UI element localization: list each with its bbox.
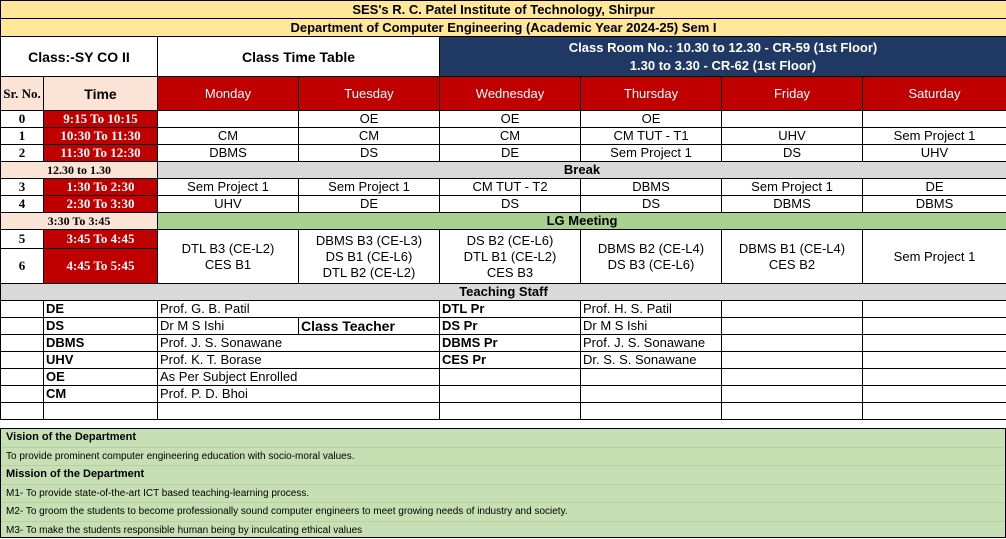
slot-cell: CM bbox=[158, 128, 299, 145]
slot-cell: DE bbox=[440, 145, 581, 162]
sr-no: 5 bbox=[1, 230, 44, 249]
class-teacher-label: Class Teacher bbox=[299, 318, 440, 335]
blank-cell bbox=[1, 403, 44, 420]
lab-batch: DBMS B2 (CE-L4) bbox=[583, 241, 719, 257]
mission-item: M1- To provide state-of-the-art ICT based teaching-learning process. bbox=[1, 485, 1005, 504]
staff-faculty: Prof. K. T. Borase bbox=[158, 352, 440, 369]
day-header-friday: Friday bbox=[722, 77, 863, 111]
teaching-staff-heading: Teaching Staff bbox=[1, 284, 1006, 301]
blank-cell bbox=[581, 403, 722, 420]
blank-cell bbox=[1, 301, 44, 318]
time-header: Time bbox=[44, 77, 158, 111]
staff-row bbox=[1, 403, 1006, 420]
staff-subject: UHV bbox=[44, 352, 158, 369]
blank-cell bbox=[158, 403, 440, 420]
period-time: 9:15 To 10:15 bbox=[44, 111, 158, 128]
lab-cell-tuesday bbox=[299, 230, 440, 284]
timetable-label: Class Time Table bbox=[158, 37, 440, 77]
blank-cell bbox=[863, 301, 1006, 318]
staff-heading-row bbox=[1, 284, 1006, 301]
slot-cell: OE bbox=[299, 111, 440, 128]
break-time: 12.30 to 1.30 bbox=[1, 162, 158, 179]
slot-cell: DS bbox=[299, 145, 440, 162]
staff-faculty: Dr M S Ishi bbox=[581, 318, 722, 335]
lg-meeting-time: 3:30 To 3:45 bbox=[1, 213, 158, 230]
slot-cell bbox=[722, 111, 863, 128]
staff-subject: CM bbox=[44, 386, 158, 403]
slot-cell: DBMS bbox=[158, 145, 299, 162]
blank-cell bbox=[44, 403, 158, 420]
day-header-saturday: Saturday bbox=[863, 77, 1006, 111]
slot-cell: Sem Project 1 bbox=[158, 179, 299, 196]
blank-cell bbox=[722, 386, 863, 403]
class-label: Class:-SY CO II bbox=[1, 37, 158, 77]
staff-row bbox=[1, 386, 1006, 403]
lab-cell-wednesday bbox=[440, 230, 581, 284]
staff-row bbox=[1, 301, 1006, 318]
slot-cell bbox=[863, 111, 1006, 128]
period-row-2 bbox=[1, 145, 1006, 162]
lab-batch: DS B1 (CE-L6) bbox=[301, 249, 437, 265]
blank-cell bbox=[863, 335, 1006, 352]
staff-subject: CES Pr bbox=[440, 352, 581, 369]
sr-no: 2 bbox=[1, 145, 44, 162]
slot-cell bbox=[158, 111, 299, 128]
sr-no: 0 bbox=[1, 111, 44, 128]
blank-cell bbox=[863, 352, 1006, 369]
staff-faculty: Prof. P. D. Bhoi bbox=[158, 386, 440, 403]
staff-row bbox=[1, 352, 1006, 369]
blank-cell bbox=[722, 335, 863, 352]
period-time: 2:30 To 3:30 bbox=[44, 196, 158, 213]
institute-title: SES's R. C. Patel Institute of Technology, Shirpur bbox=[1, 1, 1006, 19]
slot-cell: CM bbox=[299, 128, 440, 145]
vision-mission-panel bbox=[0, 428, 1006, 538]
slot-cell: DS bbox=[581, 196, 722, 213]
staff-subject: DBMS bbox=[44, 335, 158, 352]
lg-meeting-row bbox=[1, 213, 1006, 230]
blank-cell bbox=[722, 318, 863, 335]
period-row-0 bbox=[1, 111, 1006, 128]
staff-faculty: Prof. G. B. Patil bbox=[158, 301, 440, 318]
period-row-1 bbox=[1, 128, 1006, 145]
lab-batch: DBMS B3 (CE-L3) bbox=[301, 233, 437, 249]
classroom-line-1: Class Room No.: 10.30 to 12.30 - CR-59 (1st Floor) bbox=[442, 39, 1004, 57]
slot-cell: OE bbox=[581, 111, 722, 128]
blank-cell bbox=[1, 369, 44, 386]
blank-cell bbox=[1, 335, 44, 352]
blank-cell bbox=[1, 352, 44, 369]
slot-cell: Sem Project 1 bbox=[863, 128, 1006, 145]
blank-cell bbox=[1, 386, 44, 403]
staff-subject: DBMS Pr bbox=[440, 335, 581, 352]
staff-faculty: Prof. J. S. Sonawane bbox=[158, 335, 440, 352]
period-row-4 bbox=[1, 196, 1006, 213]
lab-batch: DTL B2 (CE-L2) bbox=[301, 265, 437, 281]
blank-cell bbox=[722, 301, 863, 318]
mission-item: M2- To groom the students to become professionally sound computer engineers to meet growing needs of industry and society. bbox=[1, 503, 1005, 522]
mission-item: M3- To make the students responsible human being by inculcating ethical values bbox=[1, 522, 1005, 539]
mission-heading: Mission of the Department bbox=[1, 466, 1005, 485]
slot-cell: CM TUT - T1 bbox=[581, 128, 722, 145]
lab-batch: DS B2 (CE-L6) bbox=[442, 233, 578, 249]
lab-batch: CES B1 bbox=[160, 257, 296, 273]
lg-meeting-label: LG Meeting bbox=[158, 213, 1006, 230]
blank-cell bbox=[440, 386, 581, 403]
staff-subject: DS bbox=[44, 318, 158, 335]
slot-cell: DS bbox=[722, 145, 863, 162]
period-time: 4:45 To 5:45 bbox=[44, 249, 158, 284]
lab-batch: DS B3 (CE-L6) bbox=[583, 257, 719, 273]
slot-cell: Sem Project 1 bbox=[722, 179, 863, 196]
lab-batch: CES B2 bbox=[724, 257, 860, 273]
day-header-thursday: Thursday bbox=[581, 77, 722, 111]
blank-cell bbox=[722, 403, 863, 420]
slot-cell: UHV bbox=[158, 196, 299, 213]
lab-cell-friday bbox=[722, 230, 863, 284]
slot-cell: Sem Project 1 bbox=[581, 145, 722, 162]
classroom-info bbox=[440, 37, 1006, 77]
period-time: 11:30 To 12:30 bbox=[44, 145, 158, 162]
blank-cell bbox=[863, 386, 1006, 403]
vision-heading: Vision of the Department bbox=[1, 429, 1005, 448]
blank-cell bbox=[863, 403, 1006, 420]
staff-faculty: As Per Subject Enrolled bbox=[158, 369, 440, 386]
staff-subject: OE bbox=[44, 369, 158, 386]
sr-no: 1 bbox=[1, 128, 44, 145]
staff-faculty: Dr M S Ishi bbox=[158, 318, 299, 335]
blank-cell bbox=[581, 386, 722, 403]
blank-cell bbox=[581, 369, 722, 386]
blank-cell bbox=[863, 369, 1006, 386]
slot-cell: UHV bbox=[863, 145, 1006, 162]
staff-row bbox=[1, 335, 1006, 352]
day-header-tuesday: Tuesday bbox=[299, 77, 440, 111]
break-row bbox=[1, 162, 1006, 179]
slot-cell: DBMS bbox=[722, 196, 863, 213]
period-row-3 bbox=[1, 179, 1006, 196]
blank-cell bbox=[1, 318, 44, 335]
staff-row bbox=[1, 369, 1006, 386]
blank-cell bbox=[440, 403, 581, 420]
day-header-wednesday: Wednesday bbox=[440, 77, 581, 111]
blank-cell bbox=[722, 352, 863, 369]
slot-cell: DE bbox=[299, 196, 440, 213]
slot-cell: DE bbox=[863, 179, 1006, 196]
sr-no: 6 bbox=[1, 249, 44, 284]
slot-cell: UHV bbox=[722, 128, 863, 145]
slot-cell: CM bbox=[440, 128, 581, 145]
staff-subject: DTL Pr bbox=[440, 301, 581, 318]
lab-cell-thursday bbox=[581, 230, 722, 284]
period-time: 10:30 To 11:30 bbox=[44, 128, 158, 145]
slot-cell: Sem Project 1 bbox=[299, 179, 440, 196]
slot-cell: DBMS bbox=[863, 196, 1006, 213]
period-time: 1:30 To 2:30 bbox=[44, 179, 158, 196]
blank-cell bbox=[722, 369, 863, 386]
slot-cell: DS bbox=[440, 196, 581, 213]
staff-faculty: Prof. J. S. Sonawane bbox=[581, 335, 722, 352]
slot-cell: DBMS bbox=[581, 179, 722, 196]
slot-cell: OE bbox=[440, 111, 581, 128]
staff-faculty: Dr. S. S. Sonawane bbox=[581, 352, 722, 369]
day-header-monday: Monday bbox=[158, 77, 299, 111]
staff-subject: DS Pr bbox=[440, 318, 581, 335]
lab-batch: CES B3 bbox=[442, 265, 578, 281]
lab-batch: DTL B3 (CE-L2) bbox=[160, 241, 296, 257]
lab-batch: DBMS B1 (CE-L4) bbox=[724, 241, 860, 257]
sr-no: 3 bbox=[1, 179, 44, 196]
blank-cell bbox=[863, 318, 1006, 335]
sr-no-header: Sr. No. bbox=[1, 77, 44, 111]
period-time: 3:45 To 4:45 bbox=[44, 230, 158, 249]
classroom-line-2: 1.30 to 3.30 - CR-62 (1st Floor) bbox=[442, 57, 1004, 75]
lab-cell-monday bbox=[158, 230, 299, 284]
lab-batch: Sem Project 1 bbox=[865, 249, 1004, 265]
department-title: Department of Computer Engineering (Academic Year 2024-25) Sem I bbox=[1, 19, 1006, 37]
lab-cell-saturday bbox=[863, 230, 1006, 284]
staff-faculty: Prof. H. S. Patil bbox=[581, 301, 722, 318]
sr-no: 4 bbox=[1, 196, 44, 213]
staff-subject: DE bbox=[44, 301, 158, 318]
staff-row bbox=[1, 318, 1006, 335]
break-label: Break bbox=[158, 162, 1006, 179]
blank-cell bbox=[440, 369, 581, 386]
slot-cell: CM TUT - T2 bbox=[440, 179, 581, 196]
lab-batch: DTL B1 (CE-L2) bbox=[442, 249, 578, 265]
lab-row-5 bbox=[1, 230, 1006, 249]
vision-text: To provide prominent computer engineering education with socio-moral values. bbox=[1, 448, 1005, 467]
